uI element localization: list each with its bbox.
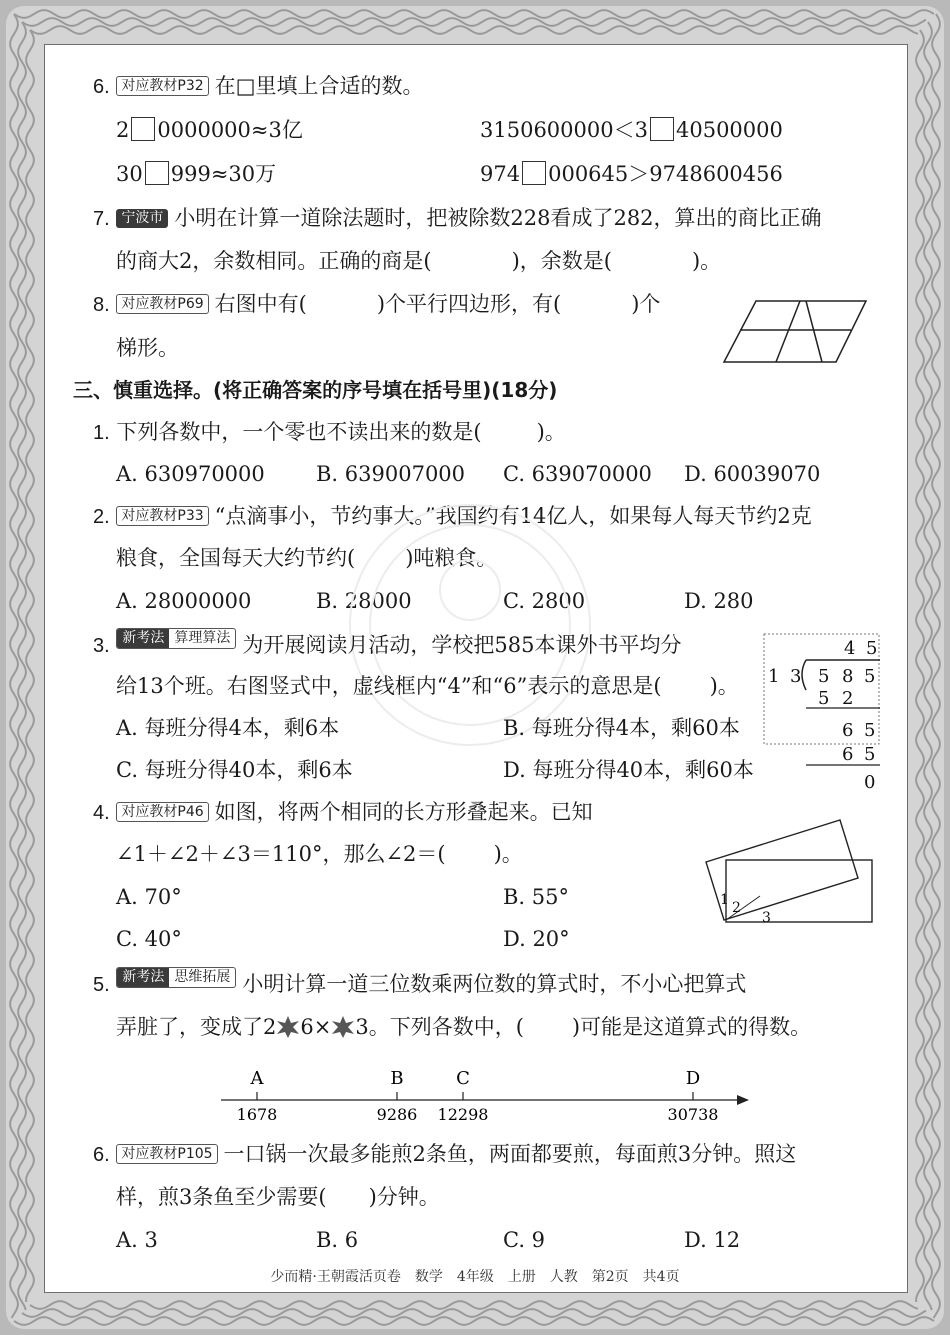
fill-item-4: 974 000645＞9748600456 <box>480 162 783 186</box>
question-6-fill: 6. 对应教材P32 在□里填上合适的数。 <box>93 74 424 98</box>
option-b[interactable]: B. 55° <box>503 885 570 909</box>
quotient-digit: 5 <box>866 638 878 659</box>
option-c[interactable]: C. 9 <box>503 1228 546 1252</box>
question-7-line2: 的商大2，余数相同。正确的商是( )，余数是( )。 <box>116 249 722 273</box>
textbook-tag: 对应教材P46 <box>116 802 208 822</box>
choice-question-3-line2: 给13个班。右图竖式中，虚线框内“4”和“6”表示的意思是( )。 <box>116 674 739 698</box>
choice-question-4-line2: ∠1＋∠2＋∠3＝110°，那么∠2＝( )。 <box>116 842 523 866</box>
textbook-tag: 对应教材P105 <box>116 1144 217 1164</box>
number-line-value: 1678 <box>236 1105 278 1124</box>
answer-box[interactable] <box>131 117 155 141</box>
number-line-letter: B <box>390 1068 404 1089</box>
number-line-letter: A <box>250 1068 264 1089</box>
quotient-digit: 4 <box>844 638 856 659</box>
region-tag: 宁波市 <box>116 209 168 228</box>
parallelogram-figure <box>720 296 870 366</box>
long-division-figure <box>760 630 885 800</box>
new-method-tag: 新考法 思维拓展 <box>116 967 236 988</box>
textbook-tag: 对应教材P69 <box>116 294 208 314</box>
textbook-tag: 对应教材P32 <box>116 76 208 96</box>
number-line-value: 9286 <box>376 1105 418 1124</box>
question-7: 7. 宁波市 小明在计算一道除法题时，把被除数228看成了282，算出的商比正确 <box>93 206 822 230</box>
step-digit: 2 <box>842 688 854 709</box>
step-digit: 5 <box>864 744 876 765</box>
option-a[interactable]: A. 630970000 <box>116 462 265 486</box>
choice-question-4: 4. 对应教材P46 如图，将两个相同的长方形叠起来。已知 <box>93 800 593 824</box>
number-line <box>215 1060 755 1130</box>
option-a[interactable]: A. 28000000 <box>116 589 252 613</box>
option-d[interactable]: D. 12 <box>684 1228 741 1252</box>
choice-question-2-line2: 粮食，全国每天大约节约( )吨粮食。 <box>116 546 498 570</box>
section-3-title: 三、慎重选择。(将正确答案的序号填在括号里)(18分) <box>73 378 558 402</box>
remainder-digit: 5 <box>864 720 876 741</box>
option-a[interactable]: A. 70° <box>116 885 182 909</box>
fill-item-3: 30 999≈30万 <box>116 162 277 186</box>
fill-item-2: 3150600000＜3 40500000 <box>480 118 783 142</box>
angle-label: 2 <box>732 900 741 916</box>
step-digit: 6 <box>842 744 854 765</box>
choice-question-6-line2: 样，煎3条鱼至少需要( )分钟。 <box>116 1185 440 1209</box>
choice-question-3: 3. 新考法 算理算法 为开展阅读月活动，学校把585本课外书平均分 <box>93 630 682 657</box>
number-line-letter: D <box>685 1068 701 1089</box>
choice-question-1: 1. 下列各数中，一个零也不读出来的数是( )。 <box>93 420 566 444</box>
option-d[interactable]: D. 280 <box>684 589 754 613</box>
option-b[interactable]: B. 28000 <box>316 589 412 613</box>
choice-question-5: 5. 新考法 思维拓展 小明计算一道三位数乘两位数的算式时，不小心把算式 <box>93 969 747 996</box>
choice-question-6: 6. 对应教材P105 一口锅一次最多能煎2条鱼，两面都要煎，每面煎3分钟。照这 <box>93 1142 797 1166</box>
ink-splat-icon <box>276 1016 300 1038</box>
choice-question-5-line2: 弄脏了，变成了2 6× 3。下列各数中，( )可能是这道算式的得数。 <box>116 1015 812 1039</box>
option-c[interactable]: C. 40° <box>116 927 182 951</box>
option-d[interactable]: D. 20° <box>503 927 570 951</box>
answer-box[interactable] <box>145 161 169 185</box>
textbook-tag: 对应教材P33 <box>116 506 208 526</box>
new-method-tag: 新考法 算理算法 <box>116 628 236 649</box>
number-line-value: 12298 <box>437 1105 489 1124</box>
remainder-digit: 6 <box>842 720 854 741</box>
option-d[interactable]: D. 60039070 <box>684 462 821 486</box>
dividend-digit: 8 <box>842 666 854 687</box>
dividend-digit: 5 <box>864 666 876 687</box>
number-line-value: 30738 <box>667 1105 719 1124</box>
page-footer: 少而精·王朝霞活页卷 数学 4年级 上册 人教 第2页 共4页 <box>270 1269 680 1285</box>
answer-box[interactable] <box>650 117 674 141</box>
choice-question-2: 2. 对应教材P33 “点滴事小，节约事大。”我国约有14亿人，如果每人每天节约2克 <box>93 504 812 528</box>
option-d[interactable]: D. 每班分得40本，剩60本 <box>503 758 754 782</box>
option-c[interactable]: C. 639070000 <box>503 462 652 486</box>
question-8-line2: 梯形。 <box>116 336 179 360</box>
fill-item-1: 2 0000000≈3亿 <box>116 118 303 142</box>
step-digit: 5 <box>818 688 830 709</box>
answer-box[interactable] <box>522 161 546 185</box>
angle-label: 3 <box>762 910 771 926</box>
divisor-digit: 3 <box>790 666 802 687</box>
divisor-digit: 1 <box>768 666 780 687</box>
overlapping-rectangles-figure <box>700 812 880 932</box>
final-remainder: 0 <box>864 772 876 793</box>
angle-label: 1 <box>720 892 729 908</box>
option-b[interactable]: B. 6 <box>316 1228 359 1252</box>
question-8: 8. 对应教材P69 右图中有( )个平行四边形，有( )个 <box>93 292 661 316</box>
dividend-digit: 5 <box>818 666 830 687</box>
option-c[interactable]: C. 每班分得40本，剩6本 <box>116 758 353 782</box>
number-line-letter: C <box>456 1068 470 1089</box>
option-b[interactable]: B. 639007000 <box>316 462 466 486</box>
option-a[interactable]: A. 3 <box>116 1228 158 1252</box>
ink-splat-icon <box>331 1016 355 1038</box>
option-c[interactable]: C. 2800 <box>503 589 586 613</box>
option-b[interactable]: B. 每班分得4本，剩60本 <box>503 716 740 740</box>
option-a[interactable]: A. 每班分得4本，剩6本 <box>116 716 340 740</box>
